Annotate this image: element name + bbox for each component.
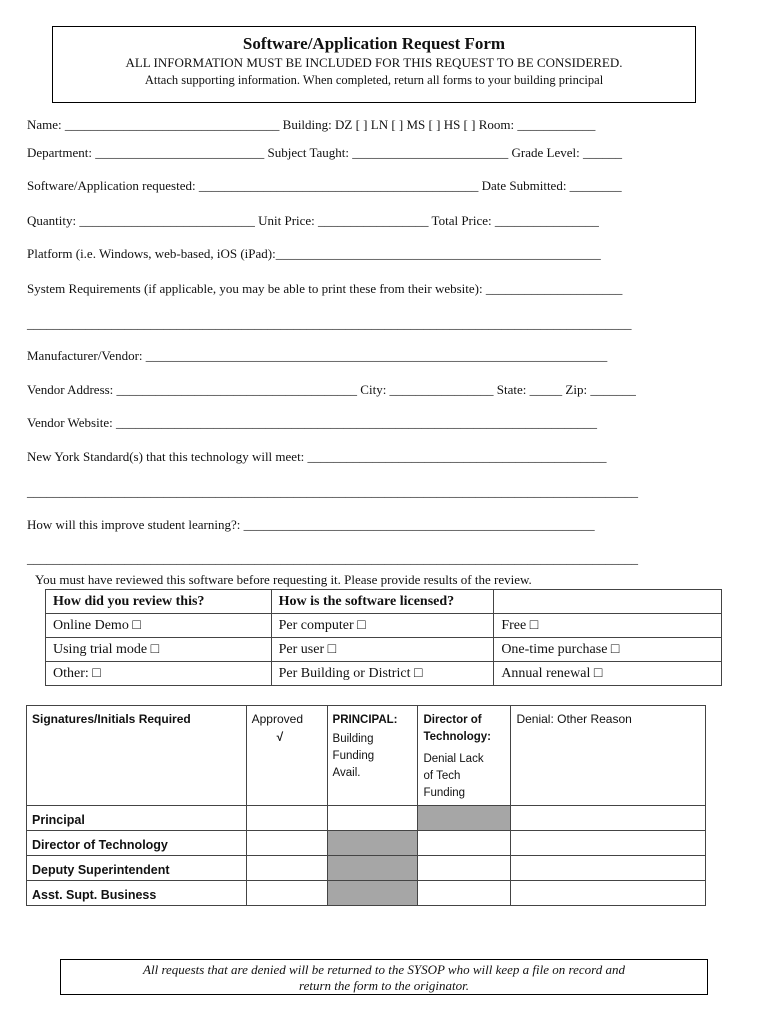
row-deputy-superintendent: Deputy Superintendent (27, 856, 247, 881)
principal-funding-header (327, 706, 418, 806)
improve-learning-line[interactable]: ______________________________________________________________________________________________ (27, 551, 638, 566)
principal-funding-title: PRINCIPAL: (332, 714, 398, 726)
footer-note (60, 959, 708, 995)
manufacturer-field[interactable]: Manufacturer/Vendor: _______________________________________________________________________ (27, 348, 608, 363)
principal-funding-sub: Building Funding Avail. (332, 733, 375, 779)
name-building-room-field[interactable]: Name: _________________________________ Building: DZ [ ] LN [ ] MS [ ] HS [ ] Room: ____________ (27, 117, 596, 132)
deputy-principal-cell-shaded (327, 856, 418, 881)
principal-funding-cell[interactable] (327, 806, 418, 831)
check-icon: √ (276, 730, 284, 744)
director-denial-cell[interactable] (511, 831, 706, 856)
signature-table (26, 705, 706, 906)
system-requirements-field[interactable]: System Requirements (if applicable, you may be able to print these from their website): _____________________ (27, 281, 623, 296)
row-principal: Principal (27, 806, 247, 831)
director-funding-cell[interactable] (418, 831, 511, 856)
license-extra-header (494, 590, 722, 614)
director-funding-sub: Denial Lack of Tech Funding (423, 753, 484, 799)
signatures-header: Signatures/Initials Required (27, 706, 247, 806)
asst-approved-cell[interactable] (246, 881, 327, 906)
row-director-of-technology: Director of Technology (27, 831, 247, 856)
denial-header: Denial: Other Reason (511, 706, 706, 806)
principal-director-cell-shaded (418, 806, 511, 831)
asst-director-cell[interactable] (418, 881, 511, 906)
asst-principal-cell-shaded (327, 881, 418, 906)
approved-header (246, 706, 327, 806)
approved-label: Approved (251, 712, 303, 726)
director-principal-cell-shaded (327, 831, 418, 856)
principal-denial-cell[interactable] (511, 806, 706, 831)
quantity-price-field[interactable]: Quantity: ___________________________ Unit Price: _________________ Total Price: ________________ (27, 213, 599, 228)
deputy-approved-cell[interactable] (246, 856, 327, 881)
software-requested-field[interactable]: Software/Application requested: ___________________________________________ Date Submitted: ________ (27, 178, 622, 193)
option-annual-renewal[interactable]: Annual renewal □ (494, 662, 722, 686)
system-requirements-line[interactable]: _____________________________________________________________________________________________ (27, 316, 632, 331)
improve-learning-field[interactable]: How will this improve student learning?: ______________________________________________________ (27, 517, 595, 532)
option-per-building[interactable]: Per Building or District □ (271, 662, 494, 686)
deputy-director-cell[interactable] (418, 856, 511, 881)
option-trial-mode[interactable]: Using trial mode □ (46, 638, 272, 662)
review-note: You must have reviewed this software before requesting it. Please provide results of the review. (35, 572, 532, 587)
option-online-demo[interactable]: Online Demo □ (46, 614, 272, 638)
form-header (52, 26, 696, 103)
footer-line-2: return the form to the originator. (299, 978, 469, 993)
license-type-header: How is the software licensed? (271, 590, 494, 614)
option-one-time-purchase[interactable]: One-time purchase □ (494, 638, 722, 662)
director-approved-cell[interactable] (246, 831, 327, 856)
deputy-denial-cell[interactable] (511, 856, 706, 881)
footer-line-1: All requests that are denied will be returned to the SYSOP who will keep a file on record and (143, 962, 625, 977)
review-table (45, 589, 722, 686)
option-other[interactable]: Other: □ (46, 662, 272, 686)
form-title: Software/Application Request Form (242, 34, 506, 53)
platform-field[interactable]: Platform (i.e. Windows, web-based, iOS (iPad):__________________________________________________ (27, 246, 601, 261)
ny-standards-line[interactable]: ______________________________________________________________________________________________ (27, 484, 638, 499)
option-per-computer[interactable]: Per computer □ (271, 614, 494, 638)
option-per-user[interactable]: Per user □ (271, 638, 494, 662)
department-subject-grade-field[interactable]: Department: __________________________ Subject Taught: ________________________ Grade Level: ______ (27, 145, 622, 160)
vendor-address-field[interactable]: Vendor Address: _____________________________________ City: ________________ State: _____ Zip: _______ (27, 382, 636, 397)
vendor-website-field[interactable]: Vendor Website: __________________________________________________________________________ (27, 415, 597, 430)
row-asst-supt-business: Asst. Supt. Business (27, 881, 247, 906)
review-method-header: How did you review this? (46, 590, 272, 614)
director-funding-header (418, 706, 511, 806)
requirement-notice: ALL INFORMATION MUST BE INCLUDED FOR THIS REQUEST TO BE CONSIDERED. (125, 55, 623, 70)
option-free[interactable]: Free □ (494, 614, 722, 638)
return-instructions: Attach supporting information. When completed, return all forms to your building principal (144, 73, 604, 87)
ny-standards-field[interactable]: New York Standard(s) that this technology will meet: ______________________________________________ (27, 449, 607, 464)
director-funding-title: Director of Technology: (423, 714, 491, 743)
principal-approved-cell[interactable] (246, 806, 327, 831)
asst-denial-cell[interactable] (511, 881, 706, 906)
